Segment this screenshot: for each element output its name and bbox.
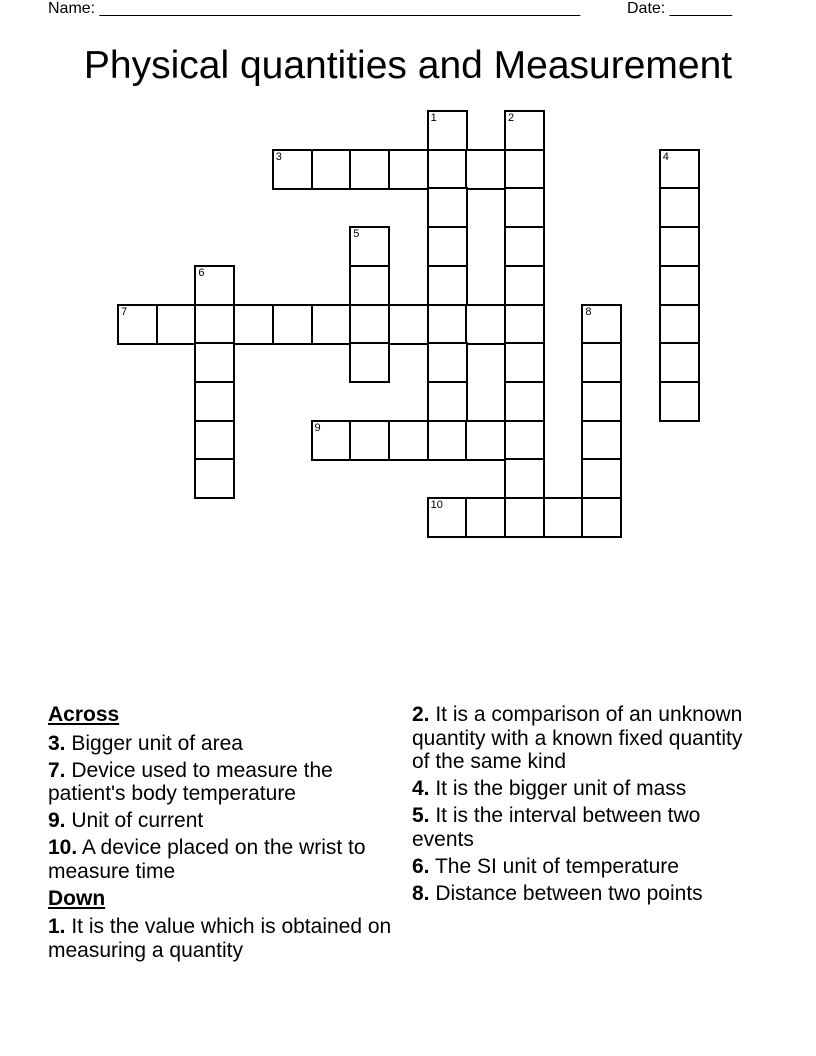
crossword-cell[interactable]: [504, 226, 545, 267]
crossword-cell[interactable]: [504, 265, 545, 306]
across-clue: 10. A device placed on the wrist to measure time: [48, 836, 366, 883]
crossword-cell[interactable]: [272, 304, 313, 345]
down-heading: Down: [48, 886, 106, 910]
crossword-cell[interactable]: [349, 304, 390, 345]
name-field-label[interactable]: Name: ______________________________________________________: [48, 0, 581, 17]
across-clue: 9. Unit of current: [48, 809, 204, 832]
crossword-cell[interactable]: [388, 149, 429, 190]
clue-number: 6: [198, 266, 205, 279]
down-clue: 1. It is the value which is obtained on measuring a quantity: [48, 915, 392, 962]
clue-number: 1: [430, 112, 437, 124]
crossword-cell[interactable]: [349, 265, 390, 306]
crossword-cell[interactable]: [659, 265, 700, 306]
crossword-cell[interactable]: [581, 304, 622, 345]
crossword-cell[interactable]: [427, 381, 468, 422]
crossword-cell[interactable]: [581, 458, 622, 499]
crossword-cell[interactable]: [194, 420, 235, 461]
across-clue: 7. Device used to measure the patient's body temperature: [48, 758, 333, 805]
clue-number: 7: [121, 305, 128, 318]
crossword-cell[interactable]: [427, 342, 468, 383]
crossword-cell[interactable]: [504, 420, 545, 461]
crossword-cell[interactable]: [427, 110, 468, 151]
crossword-cell[interactable]: [233, 304, 274, 345]
crossword-cell[interactable]: [659, 304, 700, 345]
down-clue: 5. It is the interval between two events: [412, 804, 701, 851]
crossword-cell[interactable]: [581, 342, 622, 383]
crossword-cell[interactable]: [427, 187, 468, 228]
crossword-cell[interactable]: [311, 420, 352, 461]
page-title: Physical quantities and Measurement: [83, 44, 733, 87]
crossword-cell[interactable]: [465, 497, 506, 538]
down-clue: 2. It is a comparison of an unknown quantity with a known fixed quantity of the same kind: [412, 703, 743, 773]
crossword-cell[interactable]: [311, 304, 352, 345]
crossword-cell[interactable]: [427, 304, 468, 345]
crossword-cell[interactable]: [349, 226, 390, 267]
crossword-cell[interactable]: [659, 149, 700, 190]
down-clue: 4. It is the bigger unit of mass: [412, 777, 687, 800]
clue-number: 5: [353, 228, 360, 241]
crossword-cell[interactable]: [581, 497, 622, 538]
crossword-cell[interactable]: [194, 381, 235, 422]
crossword-cell[interactable]: [311, 149, 352, 190]
crossword-cell[interactable]: [504, 110, 545, 151]
across-clue: 3. Bigger unit of area: [48, 731, 243, 755]
clue-number: 9: [314, 421, 321, 434]
crossword-cell[interactable]: [427, 265, 468, 306]
date-field-label[interactable]: Date: _______: [627, 0, 732, 17]
down-clue: 6. The SI unit of temperature: [412, 854, 679, 878]
crossword-cell[interactable]: [349, 420, 390, 461]
crossword-cell[interactable]: [504, 497, 545, 538]
clues-right-column: [412, 703, 762, 909]
crossword-cell[interactable]: [504, 381, 545, 422]
clue-number: 8: [585, 305, 592, 318]
crossword-cell[interactable]: [194, 304, 235, 345]
crossword-cell[interactable]: [543, 497, 584, 538]
across-clue-list: [48, 732, 408, 884]
crossword-cell[interactable]: [156, 304, 197, 345]
crossword-cell[interactable]: [388, 420, 429, 461]
clues-left-column: [48, 703, 408, 966]
crossword-cell[interactable]: [427, 497, 468, 538]
clue-number: 2: [508, 112, 515, 124]
clue-number: 4: [662, 150, 669, 163]
crossword-cell[interactable]: [272, 149, 313, 190]
crossword-cell[interactable]: [465, 149, 506, 190]
crossword-cell[interactable]: [581, 420, 622, 461]
crossword-cell[interactable]: [427, 420, 468, 461]
crossword-cell[interactable]: [659, 226, 700, 267]
crossword-cell[interactable]: [194, 458, 235, 499]
crossword-cell[interactable]: [349, 342, 390, 383]
crossword-cell[interactable]: [388, 304, 429, 345]
down-clue: 8. Distance between two points: [412, 881, 703, 905]
crossword-cell[interactable]: [504, 187, 545, 228]
crossword-cell[interactable]: [427, 149, 468, 190]
crossword-cell[interactable]: [465, 420, 506, 461]
across-heading: Across: [48, 703, 120, 726]
crossword-cell[interactable]: [504, 458, 545, 499]
crossword-cell[interactable]: [504, 342, 545, 383]
crossword-cell[interactable]: [349, 149, 390, 190]
crossword-cell[interactable]: [194, 265, 235, 306]
crossword-cell[interactable]: [659, 187, 700, 228]
crossword-cell[interactable]: [659, 381, 700, 422]
crossword-cell[interactable]: [581, 381, 622, 422]
crossword-cell[interactable]: [465, 304, 506, 345]
crossword-cell[interactable]: [117, 304, 158, 345]
clue-number: 3: [275, 150, 282, 163]
crossword-cell[interactable]: [504, 149, 545, 190]
crossword-cell[interactable]: [194, 342, 235, 383]
crossword-cell[interactable]: [659, 342, 700, 383]
crossword-cell[interactable]: [504, 304, 545, 345]
crossword-cell[interactable]: [427, 226, 468, 267]
clue-number: 10: [430, 499, 443, 511]
